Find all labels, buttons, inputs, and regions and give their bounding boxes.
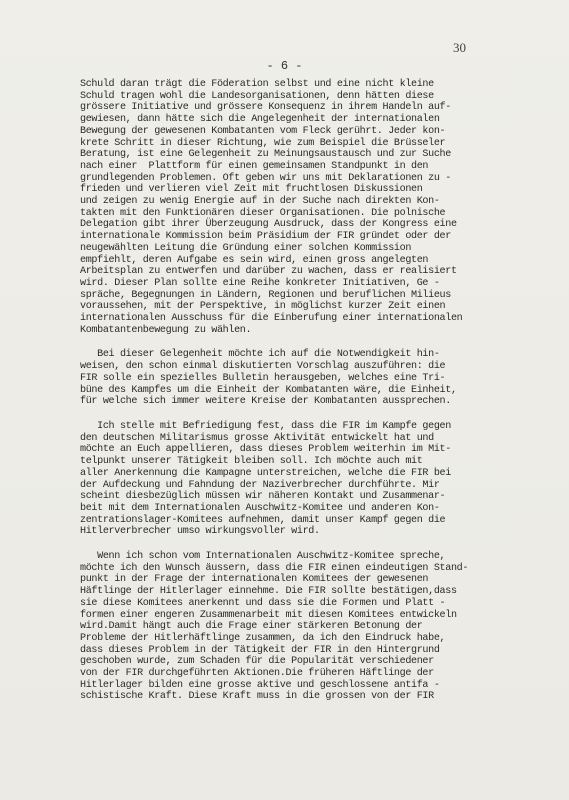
text-line: möchte ich den Wunsch äussern, dass die FIR einen eindeutigen Stand-	[80, 562, 469, 574]
text-line: voraussehen, mit der Perspektive, in möglichst kurzer Zeit einen	[80, 301, 446, 313]
text-line: schistische Kraft. Diese Kraft muss in die grossen von der FIR	[80, 691, 434, 703]
text-line: von der FIR durchgeführten Aktionen.Die früheren Häftlinge der	[80, 668, 434, 680]
text-line: grössere Initiative und grössere Konsequenz in ihrem Handeln auf-	[80, 102, 451, 114]
text-line: gewiesen, dann hätte sich die Angelegenheit der internationalen	[80, 114, 440, 126]
text-line: Probleme der Hitlerhäftlinge zusammen, da ich den Eindruck habe,	[80, 632, 446, 644]
paragraph-gap	[80, 336, 530, 349]
text-line: Delegation gibt ihrer Überzeugung Ausdruck, dass der Kongress eine	[80, 219, 457, 231]
text-line: krete Schritt in dieser Richtung, wie zum Beispiel die Brüsseler	[80, 137, 446, 149]
text-line: weisen, den schon einmal diskutierten Vorschlag auszuführen: die	[80, 361, 446, 373]
text-line: scheint diesbezüglich müssen wir näheren Kontakt und Zusammenar-	[80, 491, 446, 503]
text-line: möchte an Euch appellieren, dass dieses Problem weiterhin im Mit-	[80, 444, 451, 456]
text-line: zentrationslager-Komitees aufnehmen, damit unser Kampf gegen die	[80, 514, 446, 526]
text-line: grundlegenden Problemen. Oft geben wir uns mit Deklarationen zu -	[80, 172, 451, 184]
text-line: neugewählten Leitung die Gründung einer solchen Kommission	[80, 242, 412, 254]
text-line: telpunkt unserer Tätigkeit bleiben soll. Ich möchte auch mit	[80, 456, 423, 468]
paragraph-gap	[80, 408, 530, 421]
page-number: - 6 -	[266, 59, 303, 73]
text-line: Schuld tragen wohl die Landesorganisationen, denn hätten diese	[80, 90, 434, 102]
text-line: Hitlerlager bilden eine grosse aktive und geschlossene antifa -	[80, 679, 440, 691]
text-line: Hitlerverbrecher umso wirkungsvoller wird.	[80, 526, 320, 538]
body-text	[80, 79, 530, 703]
text-line: büne des Kampfes um die Einheit der Kombatanten wäre, die Einheit,	[80, 384, 457, 396]
text-line: Kombatantenbewegung zu wählen.	[80, 324, 252, 336]
text-line: Bei dieser Gelegenheit möchte ich auf die Notwendigkeit hin-	[80, 349, 440, 361]
text-line: empfiehlt, deren Aufgabe es sein wird, einen gross angelegten	[80, 254, 429, 266]
text-line: den deutschen Militarismus grosse Aktivität entwickelt hat und	[80, 432, 434, 444]
paragraph	[80, 349, 530, 408]
text-line: Häftlinge der Hitlerlager einnehme. Die FIR sollte bestätigen,dass	[80, 586, 457, 598]
text-line: wird.Damit hängt auch die Frage einer stärkeren Betonung der	[80, 621, 423, 633]
text-line: Bewegung der gewesenen Kombatanten vom Fleck gerührt. Jeder kon-	[80, 125, 446, 137]
text-line: internationale Kommission beim Präsidium der FIR gründet oder der	[80, 231, 451, 243]
text-line: formen einer engeren Zusammenarbeit mit diesen Komitees entwickeln	[80, 609, 457, 621]
text-line: und zeigen zu wenig Energie auf in der Suche nach direkten Kon-	[80, 196, 440, 208]
text-line: geschoben wurde, zum Schaden für die Popularität verschiedener	[80, 656, 434, 668]
text-line: dass dieses Problem in der Tätigkeit der FIR in den Hintergrund	[80, 644, 440, 656]
text-line: frieden und verlieren viel Zeit mit fruchtlosen Diskussionen	[80, 184, 423, 196]
text-line: für welche sich immer weitere Kreise der Kombatanten aussprechen.	[80, 396, 451, 408]
paragraph	[80, 79, 530, 336]
folio-number: 30	[453, 40, 466, 55]
text-line: Ich stelle mit Befriedigung fest, dass die FIR im Kampfe gegen	[80, 420, 451, 432]
text-line: Schuld daran trägt die Föderation selbst und eine nicht kleine	[80, 79, 434, 90]
text-line: der Aufdeckung und Fahndung der Naziverbrecher durchführte. Mir	[80, 479, 440, 491]
text-line: aller Anerkennung die Kampagne unterstreichen, welche die FIR bei	[80, 467, 451, 479]
paragraph-gap	[80, 538, 530, 551]
text-line: wird. Dieser Plan sollte eine Reihe konkreter Initiativen, Ge -	[80, 277, 440, 289]
text-line: FIR solle ein spezielles Bulletin herausgeben, welches eine Tri-	[80, 372, 446, 384]
paragraph	[80, 421, 530, 538]
text-line: sie diese Komitees anerkennt und dass sie die Formen und Platt -	[80, 597, 446, 609]
text-line: internationalen Ausschuss für die Einberufung einer internationalen	[80, 313, 463, 325]
paragraph	[80, 551, 530, 703]
text-line: punkt in der Frage der internationalen Komitees der gewesenen	[80, 574, 429, 586]
text-line: Wenn ich schon vom Internationalen Auschwitz-Komitee spreche,	[80, 551, 446, 563]
text-line: takten mit den Funktionären dieser Organisationen. Die polnische	[80, 207, 446, 219]
text-line: Arbeitsplan zu entwerfen und darüber zu wachen, dass er realisiert	[80, 266, 457, 278]
text-line: nach einer Plattform für einen gemeinsamen Standpunkt in den	[80, 160, 429, 172]
text-line: spräche, Begegnungen in Ländern, Regionen und beruflichen Milieus	[80, 289, 451, 301]
text-line: Beratung, ist eine Gelegenheit zu Meinungsaustausch und zur Suche	[80, 149, 451, 161]
text-line: beit mit dem Internationalen Auschwitz-Komitee und anderen Kon-	[80, 502, 440, 514]
